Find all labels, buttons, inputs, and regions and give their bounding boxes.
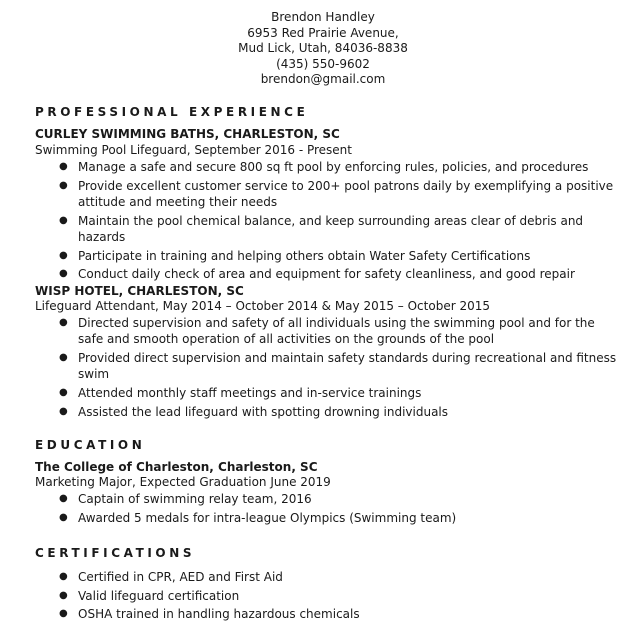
certifications-heading: CERTIFICATIONS: [35, 546, 196, 560]
degree-info: Marketing Major, Expected Graduation June 2019: [35, 475, 331, 489]
school-name: The College of Charleston, Charleston, SC: [35, 460, 318, 474]
job-duties-list: [0, 159, 636, 285]
candidate-name: Brendon Handley: [271, 10, 375, 24]
bullet-icon: ●: [59, 317, 68, 328]
phone-number: (435) 550-9602: [276, 56, 370, 71]
bullet-icon: ●: [59, 511, 68, 523]
job-role: Swimming Pool Lifeguard, September 2016 - Present: [35, 143, 352, 157]
list-item: ● Participate in training and helping others obtain Water Safety Certifications: [59, 248, 531, 263]
email-address: brendon@gmail.com: [260, 72, 386, 87]
list-item: ● Captain of swimming relay team, 2016: [59, 492, 312, 506]
bullet-icon: ●: [59, 405, 68, 417]
experience-heading: PROFESSIONAL EXPERIENCE: [35, 105, 309, 119]
contact-header: [0, 10, 636, 88]
list-item: ● Certified in CPR, AED and First Aid: [59, 570, 283, 584]
list-item: ● Valid lifeguard certification: [59, 588, 240, 603]
bullet-icon: ●: [59, 249, 68, 261]
certifications-list: [0, 569, 636, 625]
list-item: ● Awarded 5 medals for intra-league Olympics (Swimming team): [59, 510, 457, 525]
list-item: ● Assisted the lead lifeguard with spotting drowning individuals: [59, 404, 449, 419]
list-item: ● Directed supervision and safety of all individuals using the swimming pool and for the safe and smooth operation of all activities on the grounds of the pool: [59, 316, 595, 347]
street-address: 6953 Red Prairie Avenue,: [247, 25, 399, 40]
education-list: [0, 491, 636, 528]
list-item: ● Conduct daily check of area and equipment for safety cleanliness, and good repair: [59, 267, 575, 282]
bullet-icon: ●: [59, 589, 68, 601]
job-role: Lifeguard Attendant, May 2014 – October 2014 & May 2015 – October 2015: [35, 299, 490, 313]
job-duties-list: [0, 315, 636, 422]
list-item: ● Maintain the pool chemical balance, and keep surrounding areas clear of debris and hazards: [59, 213, 584, 244]
bullet-icon: ●: [59, 351, 68, 363]
bullet-icon: ●: [59, 571, 68, 582]
bullet-icon: ●: [59, 179, 68, 191]
bullet-icon: ●: [59, 161, 68, 172]
list-item: ● Attended monthly staff meetings and in-service trainings: [59, 385, 422, 400]
bullet-icon: ●: [59, 214, 68, 226]
list-item: ● OSHA trained in handling hazardous chemicals: [59, 607, 360, 622]
education-heading: EDUCATION: [35, 438, 146, 452]
employer-name: CURLEY SWIMMING BATHS, CHARLESTON, SC: [35, 127, 340, 141]
list-item: ● Provided direct supervision and maintain safety standards during recreational and fitness swim: [59, 350, 617, 382]
bullet-icon: ●: [59, 268, 68, 280]
bullet-icon: ●: [59, 608, 68, 620]
employer-name: WISP HOTEL, CHARLESTON, SC: [35, 284, 244, 298]
bullet-icon: ●: [59, 386, 68, 398]
list-item: ● Provide excellent customer service to 200+ pool patrons daily by exemplifying a positive attitude and meeting their needs: [59, 178, 614, 209]
list-item: ● Manage a safe and secure 800 sq ft pool by enforcing rules, policies, and procedures: [59, 160, 589, 174]
city-state-zip: Mud Lick, Utah, 84036-8838: [238, 41, 408, 56]
bullet-icon: ●: [59, 493, 68, 504]
